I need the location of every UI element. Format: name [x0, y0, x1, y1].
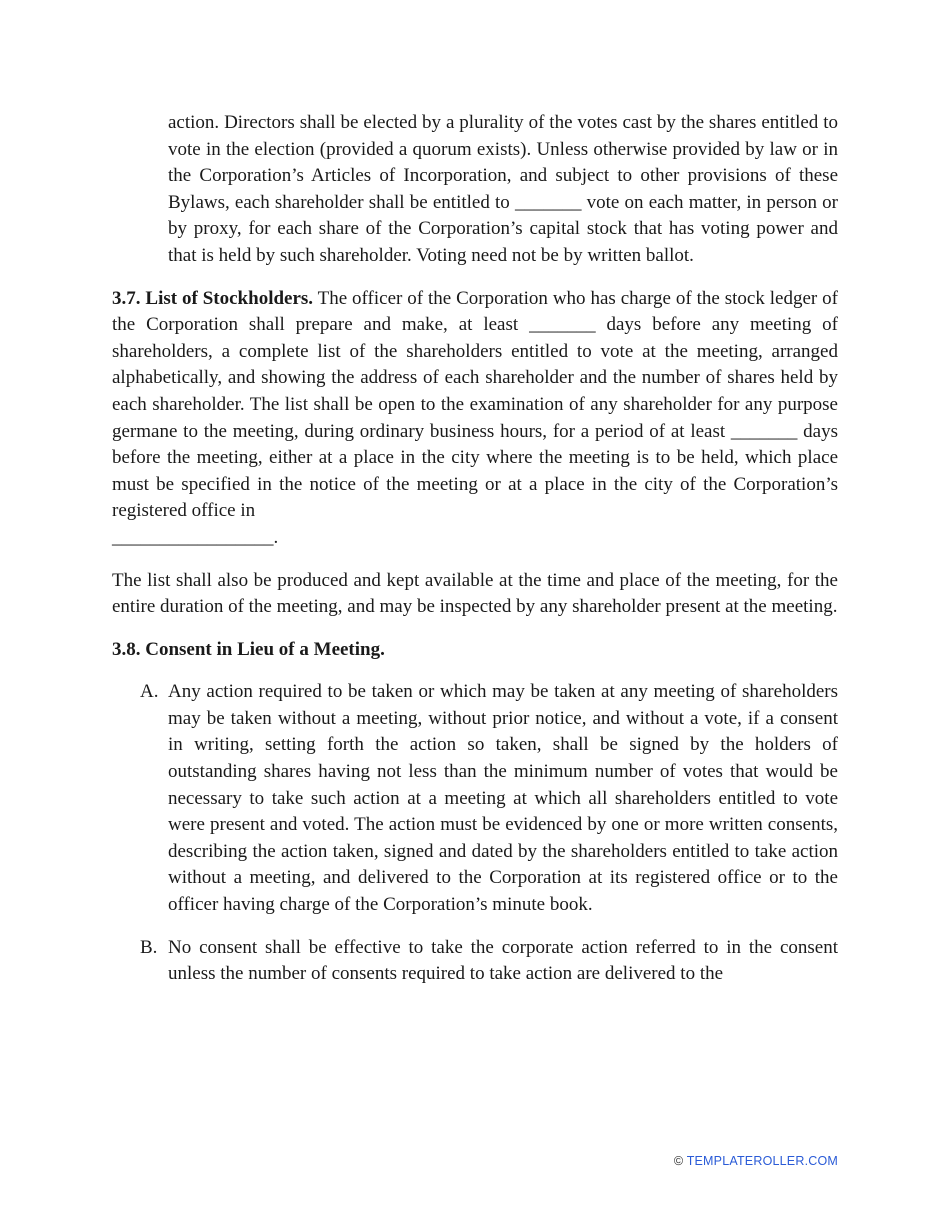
list-marker: B. [140, 936, 158, 958]
section-3-7-body: The officer of the Corporation who has charge of the stock ledger of the Corporation shall prepare and make, at least _______ days before any meeting of shareholders, a complete list of the shareholders entitled to vote at the meeting, arranged alphabetically, and showing the address of each shareholder and the number of shares held by each shareholder. The list shall be open to the examination of any shareholder for any purpose germane to the meeting, during ordinary business hours, for a period of at least _______ days before the meeting, either at a place in the city where the meeting is to be held, which place must be specified in the notice of the meeting or at a place in the city of the Corporation’s registered office in [112, 287, 838, 522]
list-item [140, 679, 838, 918]
section-3-7-heading: 3.7. List of Stockholders. [112, 287, 314, 309]
continuation-paragraph: action. Directors shall be elected by a plurality of the votes cast by the shares entitled to vote in the election (provided a quorum exists). Unless otherwise provided by law or in the Corporation’s Articles of Incorporation, and subject to other provisions of these Bylaws, each shareholder shall be entitled to _______ vote on each matter, in person or by proxy, for each share of the Corporation’s capital stock that has voting power and that is held by such shareholder. Voting need not be by written ballot. [168, 112, 838, 266]
list-item-text: Any action required to be taken or which may be taken at any meeting of shareholders may be taken without a meeting, without prior notice, and without a vote, if a consent in writing, setting forth the action so taken, shall be signed by the holders of outstanding shares having not less than the minimum number of votes that would be necessary to take such action at a meeting at which all shareholders entitled to vote were present and voted. The action must be evidenced by one or more written consents, describing the action taken, signed and dated by the shareholders entitled to take action without a meeting, and delivered to the Corporation at its registered office or to the officer having charge of the Corporation’s minute book. [168, 681, 838, 916]
list-marker: A. [140, 681, 159, 703]
list-item [140, 935, 838, 988]
copyright-icon: © [673, 1154, 684, 1168]
section-3-7-blank: _________________. [112, 526, 279, 548]
footer-link[interactable]: TEMPLATEROLLER.COM [686, 1154, 838, 1168]
section-3-7-followup: The list shall also be produced and kept available at the time and place of the meeting, for the entire duration of the meeting, and may be inspected by any shareholder present at the meeting. [112, 569, 838, 618]
document-page [112, 110, 838, 988]
section-3-7-paragraph [112, 286, 838, 525]
section-3-8-heading: 3.8. Consent in Lieu of a Meeting. [112, 638, 385, 660]
footer-watermark[interactable] [674, 1154, 838, 1168]
list-item-text: No consent shall be effective to take the corporate action referred to in the consent unless the number of consents required to take action are delivered to the [168, 936, 838, 985]
